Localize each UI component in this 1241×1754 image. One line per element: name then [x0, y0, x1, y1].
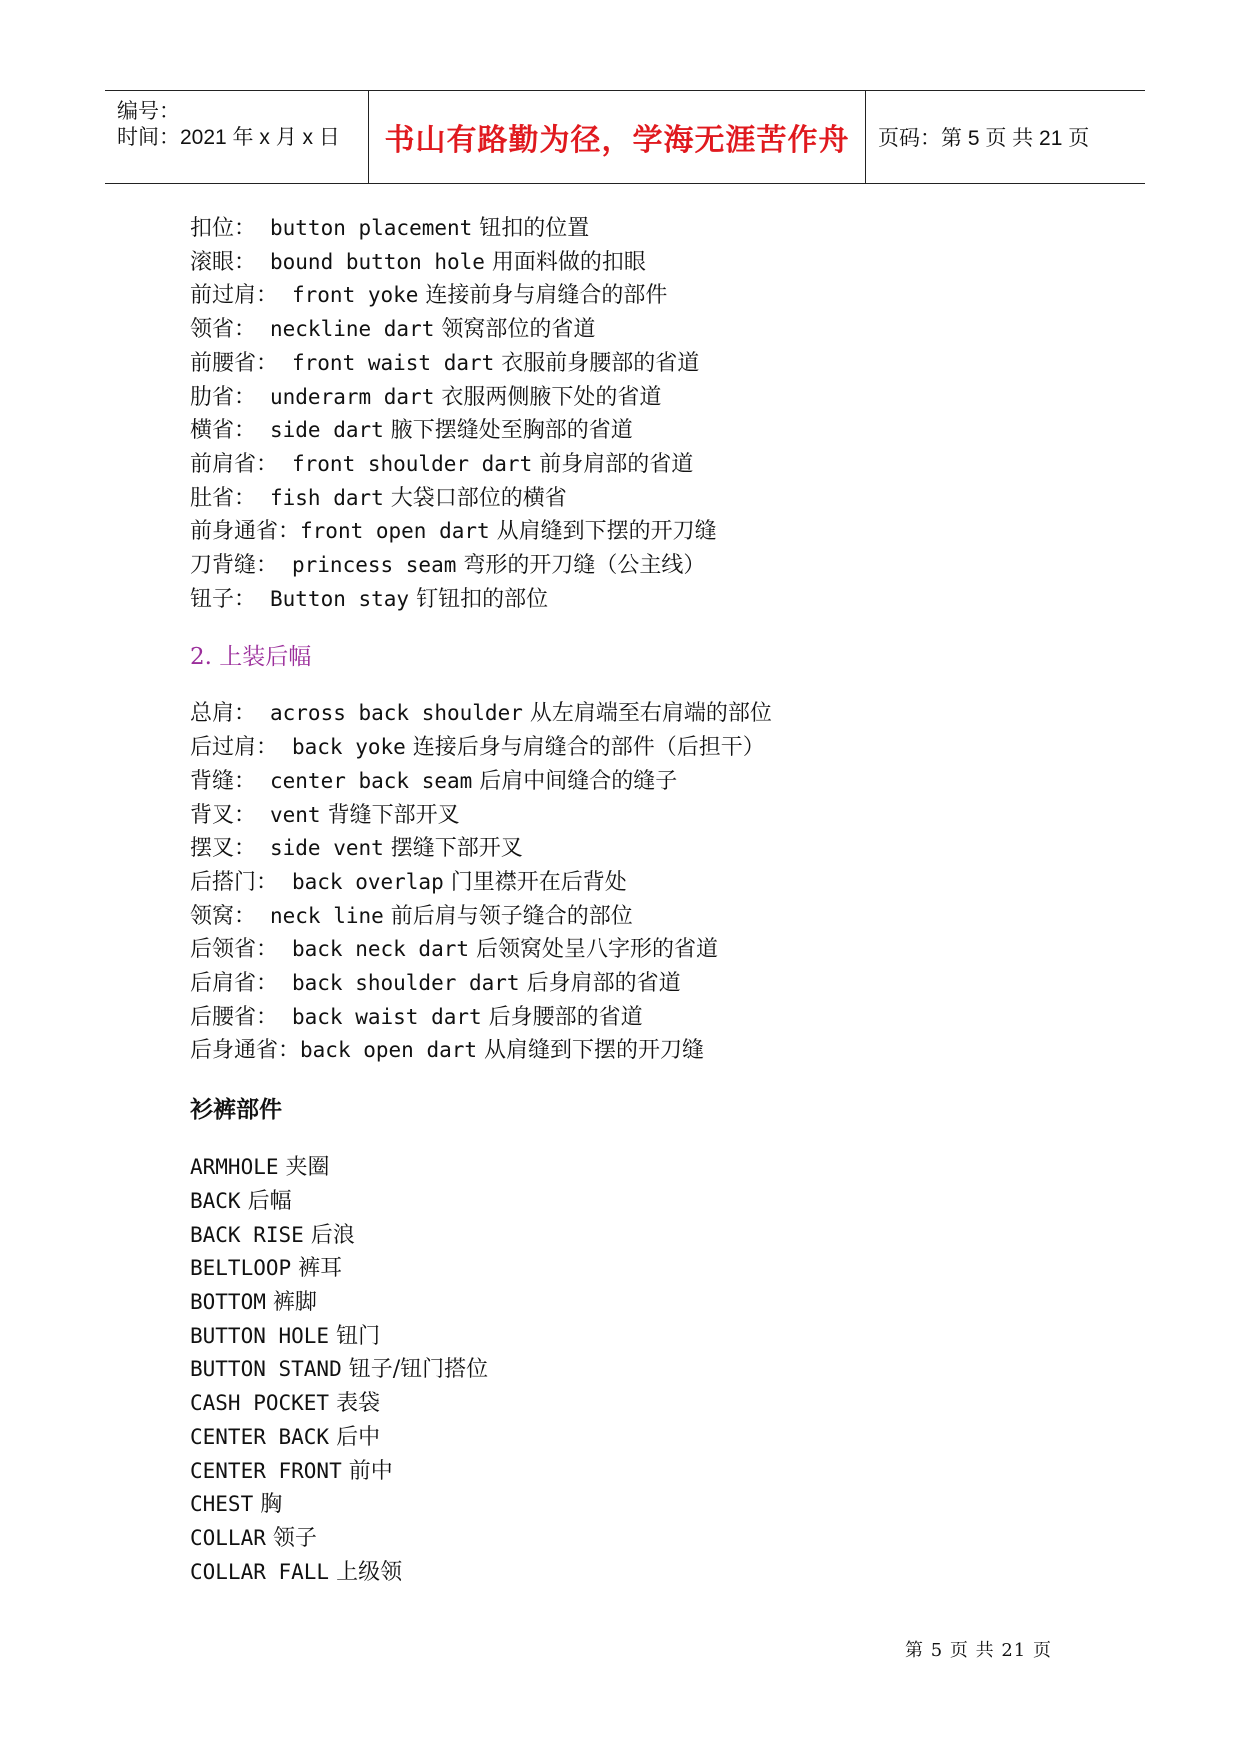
shirt-term-english: BACK RISE: [190, 1222, 304, 1247]
term-english: underarm dart: [270, 384, 435, 409]
shirt-term-chinese: 表袋: [329, 1391, 381, 1417]
term-row: [190, 381, 1150, 415]
page-footer: 第 5 页 共 21 页: [905, 1640, 1052, 1661]
shirt-term-row: [190, 1219, 1150, 1253]
term-english: front waist dart: [292, 350, 495, 375]
term-row: [190, 313, 1150, 347]
shirt-term-chinese: 夹圈: [278, 1155, 330, 1181]
term-row: [190, 414, 1150, 448]
shirt-term-row: [190, 1151, 1150, 1185]
term-row: [190, 697, 1150, 731]
document-body: [190, 212, 1150, 1589]
term-row: [190, 900, 1150, 934]
front-terms-list: [190, 212, 1150, 616]
term-chinese: 后过肩：: [190, 735, 292, 761]
header-motto: 书山有路勤为径，学海无涯苦作舟: [384, 123, 850, 158]
back-terms-list: [190, 697, 1150, 1068]
term-english: back shoulder dart: [292, 971, 520, 996]
term-english: neckline dart: [270, 317, 435, 342]
term-row: [190, 799, 1150, 833]
term-description: 前后肩与领子缝合的部位: [383, 903, 633, 929]
term-chinese: 后腰省：: [190, 1004, 292, 1030]
term-row: [190, 212, 1150, 246]
term-english: front yoke: [292, 283, 419, 308]
term-row: [190, 347, 1150, 381]
shirt-term-english: COLLAR FALL: [190, 1559, 330, 1584]
term-description: 用面料做的扣眼: [484, 249, 646, 275]
shirt-term-chinese: 后幅: [240, 1188, 292, 1214]
shirt-term-row: [190, 1488, 1150, 1522]
term-chinese: 前腰省：: [190, 350, 292, 376]
document-time: 时间：2021 年 x 月 x 日: [117, 126, 340, 149]
term-chinese: 背缝：: [190, 768, 270, 794]
term-english: front open dart: [300, 519, 490, 544]
term-description: 前身肩部的省道: [532, 451, 694, 477]
term-description: 连接后身与肩缝合的部件（后担干）: [405, 735, 765, 761]
term-chinese: 总肩：: [190, 701, 270, 727]
term-chinese: 前身通省：: [190, 519, 301, 545]
term-description: 后身腰部的省道: [481, 1004, 643, 1030]
term-chinese: 后领省：: [190, 937, 292, 963]
shirt-term-chinese: 裤脚: [265, 1289, 317, 1315]
term-chinese: 刀背缝：: [190, 553, 292, 579]
term-chinese: 后肩省：: [190, 971, 292, 997]
term-row: [190, 279, 1150, 313]
term-english: back waist dart: [292, 1004, 482, 1029]
term-description: 从肩缝到下摆的开刀缝: [477, 1038, 705, 1064]
term-description: 衣服两侧腋下处的省道: [434, 384, 662, 410]
shirt-terms-list: [190, 1151, 1150, 1589]
term-row: [190, 246, 1150, 280]
term-chinese: 领窝：: [190, 903, 270, 929]
shirt-term-chinese: 前中: [341, 1458, 393, 1484]
term-row: [190, 549, 1150, 583]
term-row: [190, 482, 1150, 516]
term-english: side dart: [270, 418, 384, 443]
term-row: [190, 832, 1150, 866]
term-description: 从肩缝到下摆的开刀缝: [489, 519, 717, 545]
shirt-term-english: BELTLOOP: [190, 1256, 292, 1281]
term-row: [190, 933, 1150, 967]
term-description: 钉钮扣的部位: [409, 586, 549, 612]
term-chinese: 滚眼：: [190, 249, 270, 275]
shirt-term-row: [190, 1522, 1150, 1556]
term-description: 领窝部位的省道: [434, 317, 596, 343]
term-chinese: 横省：: [190, 418, 270, 444]
term-description: 门里襟开在后背处: [443, 869, 627, 895]
term-description: 后身肩部的省道: [519, 971, 681, 997]
term-english: side vent: [270, 836, 384, 861]
shirt-term-chinese: 钮子/钮门搭位: [341, 1357, 489, 1383]
shirt-term-chinese: 胸: [253, 1492, 283, 1518]
term-chinese: 背叉：: [190, 802, 270, 828]
shirt-term-chinese: 上级领: [329, 1559, 403, 1585]
shirt-term-row: [190, 1421, 1150, 1455]
term-chinese: 后搭门：: [190, 869, 292, 895]
shirt-term-english: CENTER BACK: [190, 1424, 330, 1449]
shirt-term-row: [190, 1185, 1150, 1219]
term-english: front shoulder dart: [292, 451, 533, 476]
document-number-label: 编号：: [117, 100, 180, 123]
term-english: button placement: [270, 216, 473, 240]
term-english: fish dart: [270, 485, 384, 510]
shirt-term-chinese: 后中: [329, 1424, 381, 1450]
term-row: [190, 731, 1150, 765]
term-description: 衣服前身腰部的省道: [494, 350, 700, 376]
term-english: neck line: [270, 903, 384, 928]
shirt-term-english: CASH POCKET: [190, 1391, 330, 1416]
term-description: 后领窝处呈八字形的省道: [469, 937, 719, 963]
term-chinese: 前过肩：: [190, 283, 292, 309]
shirt-term-english: BOTTOM: [190, 1289, 266, 1314]
term-english: back open dart: [300, 1038, 478, 1063]
shirt-term-english: COLLAR: [190, 1525, 266, 1550]
page-header: [105, 90, 1145, 184]
term-description: 腋下摆缝处至胸部的省道: [383, 418, 633, 444]
term-chinese: 肚省：: [190, 485, 270, 511]
shirt-term-row: [190, 1387, 1150, 1421]
term-english: across back shoulder: [270, 701, 523, 726]
term-english: princess seam: [292, 553, 457, 578]
term-english: vent: [270, 802, 321, 827]
header-motto-cell: [369, 91, 866, 183]
term-row: [190, 866, 1150, 900]
page-info-text: 页码：第 5 页 共 21 页: [878, 127, 1090, 150]
shirt-term-row: [190, 1556, 1150, 1590]
shirt-term-english: CENTER FRONT: [190, 1458, 342, 1483]
shirt-term-english: BACK: [190, 1188, 241, 1213]
shirt-term-row: [190, 1455, 1150, 1489]
term-description: 从左肩端至右肩端的部位: [522, 701, 772, 727]
shirt-term-english: BUTTON HOLE: [190, 1323, 330, 1348]
shirt-term-english: BUTTON STAND: [190, 1357, 342, 1382]
term-chinese: 摆叉：: [190, 836, 270, 862]
term-chinese: 扣位：: [190, 216, 270, 241]
term-chinese: 肋省：: [190, 384, 270, 410]
term-row: [190, 1034, 1150, 1068]
term-chinese: 钮子：: [190, 586, 270, 612]
shirt-term-english: CHEST: [190, 1492, 254, 1517]
term-english: center back seam: [270, 768, 473, 793]
term-row: [190, 515, 1150, 549]
term-english: back neck dart: [292, 937, 470, 962]
shirt-term-chinese: 领子: [265, 1525, 317, 1551]
shirt-term-row: [190, 1252, 1150, 1286]
header-meta: [105, 91, 369, 183]
term-chinese: 领省：: [190, 317, 270, 343]
shirt-term-row: [190, 1286, 1150, 1320]
term-description: 钮扣的位置: [472, 216, 590, 241]
shirt-term-chinese: 后浪: [303, 1222, 355, 1248]
shirt-section-title: 衫裤部件: [190, 1097, 282, 1124]
shirt-term-row: [190, 1353, 1150, 1387]
term-description: 连接前身与肩缝合的部件: [418, 283, 668, 309]
shirt-term-english: ARMHOLE: [190, 1155, 279, 1180]
term-description: 摆缝下部开叉: [383, 836, 523, 862]
term-chinese: 前肩省：: [190, 451, 292, 477]
term-english: Button stay: [270, 586, 410, 611]
term-row: [190, 448, 1150, 482]
back-section-heading: 2. 上装后幅: [190, 644, 312, 671]
term-row: [190, 967, 1150, 1001]
term-english: back yoke: [292, 735, 406, 760]
shirt-term-row: [190, 1320, 1150, 1354]
term-english: back overlap: [292, 869, 444, 894]
term-description: 背缝下部开叉: [320, 802, 460, 828]
term-description: 弯形的开刀缝（公主线）: [456, 553, 706, 579]
header-page-info: [866, 91, 1145, 183]
term-row: [190, 583, 1150, 617]
shirt-term-chinese: 钮门: [329, 1323, 381, 1349]
term-row: [190, 765, 1150, 799]
term-chinese: 后身通省：: [190, 1038, 301, 1064]
term-row: [190, 1001, 1150, 1035]
term-description: 大袋口部位的横省: [383, 485, 567, 511]
term-english: bound button hole: [270, 249, 485, 274]
term-description: 后肩中间缝合的缝子: [472, 768, 678, 794]
shirt-term-chinese: 裤耳: [291, 1256, 343, 1282]
